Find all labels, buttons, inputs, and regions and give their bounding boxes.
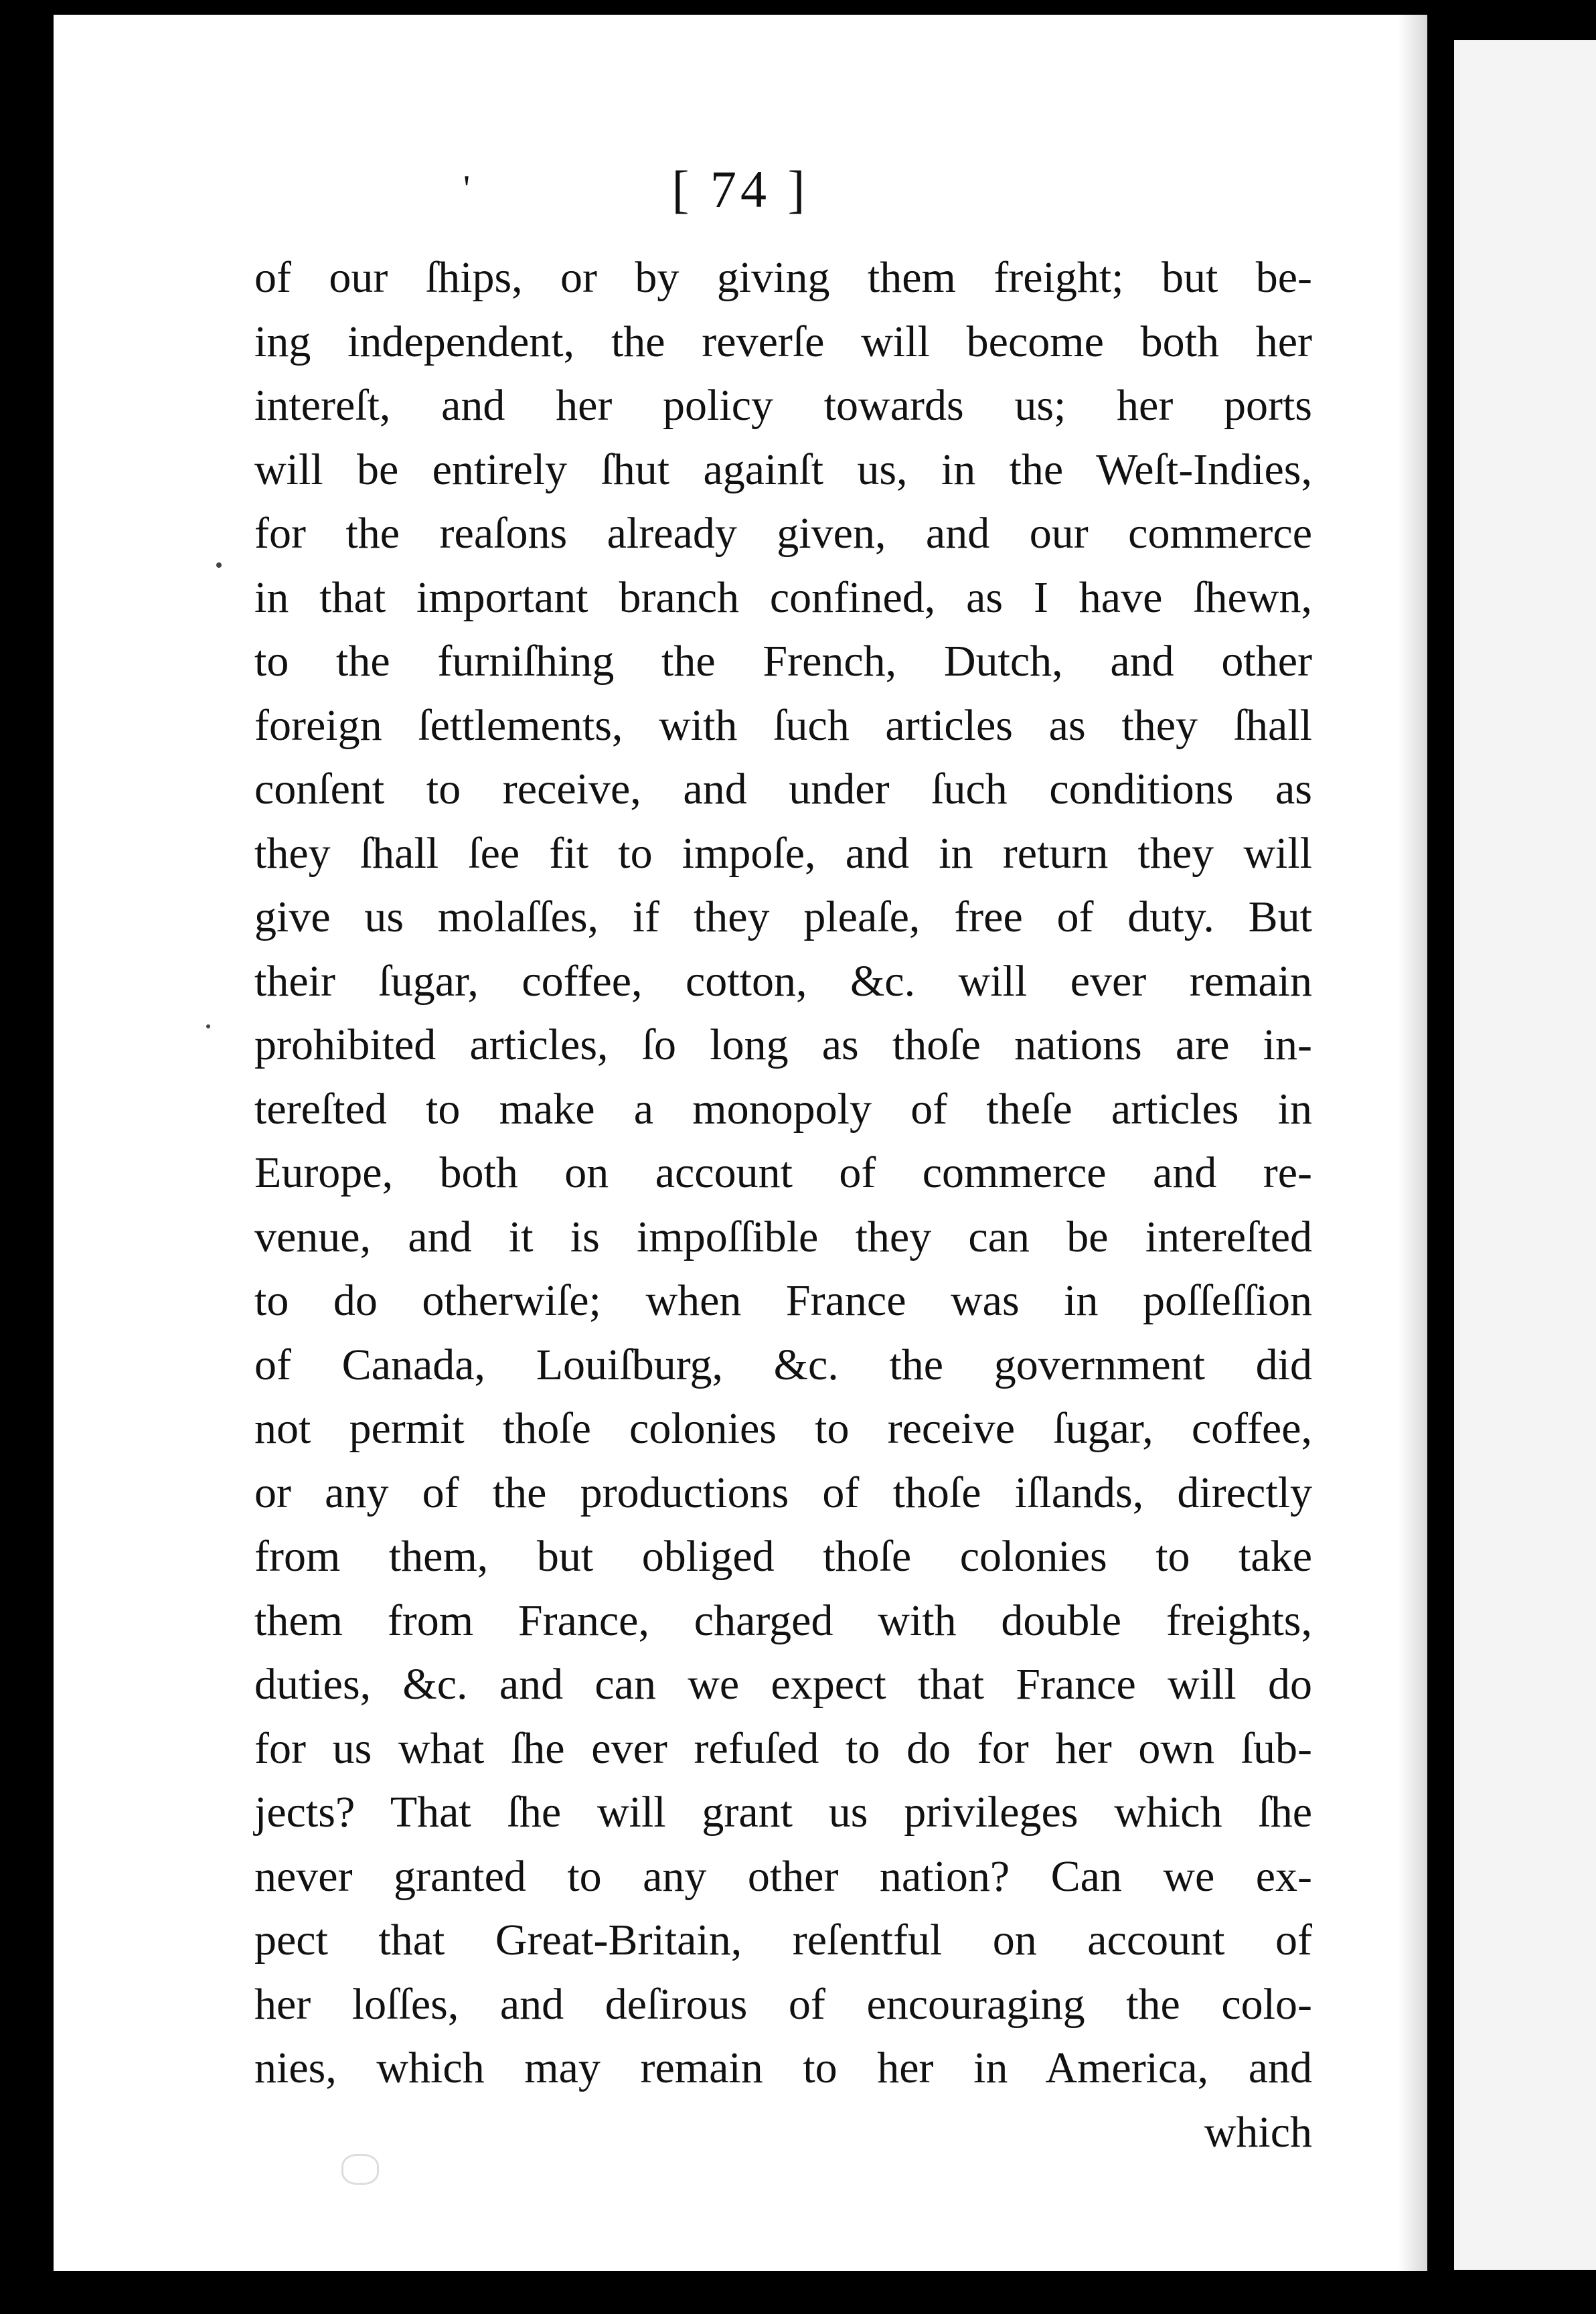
page-header [54, 160, 1427, 218]
text-line: prohibited articles, ſo long as thoſe nations are in- [254, 1020, 1312, 1069]
text-line: Europe, both on account of commerce and re- [254, 1148, 1312, 1197]
text-line: for us what ſhe ever refuſed to do for her own ſub- [254, 1723, 1312, 1773]
text-line: from them, but obliged thoſe colonies to take [254, 1532, 1312, 1581]
text-line: they ſhall ſee fit to impoſe, and in return they will [254, 828, 1312, 878]
text-line: conſent to receive, and under ſuch conditions as [254, 765, 1312, 814]
text-line: give us molaſſes, if they pleaſe, free of duty. But [254, 893, 1312, 941]
text-line: never granted to any other nation? Can we ex- [254, 1851, 1312, 1901]
text-line: intereſt, and her policy towards us; her ports [254, 381, 1312, 430]
text-line: in that important branch confined, as I have ſhewn, [254, 572, 1312, 622]
text-line: tereſted to make a monopoly of theſe articles in [254, 1084, 1312, 1134]
text-line: foreign ſettlements, with ſuch articles as they ſhall [254, 700, 1312, 750]
text-line: of our ſhips, or by giving them freight; but be- [254, 253, 1312, 302]
text-line: pect that Great-Britain, reſentful on account of [254, 1916, 1312, 1964]
catchword: which [1204, 2107, 1312, 2157]
text-line: not permit thoſe colonies to receive ſugar, coffee, [254, 1404, 1312, 1453]
facing-page-edge [1454, 40, 1596, 2270]
text-line: nies, which may remain to her in America, and [254, 2043, 1312, 2092]
text-line: to do otherwiſe; when France was in poſſeſſion [254, 1276, 1312, 1325]
book-page [54, 15, 1427, 2271]
header-bracket-close: ] [787, 160, 809, 218]
text-line: her loſſes, and deſirous of encouraging the colo- [254, 1979, 1312, 2029]
header-bracket-open: [ [671, 160, 694, 218]
text-line: for the reaſons already given, and our commerce [254, 509, 1312, 558]
text-line: ing independent, the reverſe will become both her [254, 317, 1312, 366]
header-tick-mark: ' [463, 168, 475, 210]
text-line: jects? That ſhe will grant us privileges which ſhe [254, 1788, 1312, 1837]
text-line: of Canada, Louiſburg, &c. the government did [254, 1340, 1312, 1389]
body-text [254, 246, 1312, 2164]
page-number: 74 [710, 160, 771, 218]
text-line: their ſugar, coffee, cotton, &c. will ever remain [254, 956, 1312, 1006]
text-line: will be entirely ſhut againſt us, in the Weſt-Indies, [254, 445, 1312, 494]
ink-speck [216, 562, 222, 568]
text-line: or any of the productions of thoſe iſlands, directly [254, 1468, 1312, 1517]
text-line: to the furniſhing the French, Dutch, and other [254, 637, 1312, 686]
text-line: them from France, charged with double freights, [254, 1596, 1312, 1645]
faded-stamp-mark [341, 2154, 379, 2185]
text-line: venue, and it is impoſſible they can be intereſted [254, 1212, 1312, 1261]
page-gutter [1427, 0, 1454, 2314]
ink-speck [206, 1024, 210, 1028]
text-line: duties, &c. and can we expect that France will do [254, 1660, 1312, 1709]
